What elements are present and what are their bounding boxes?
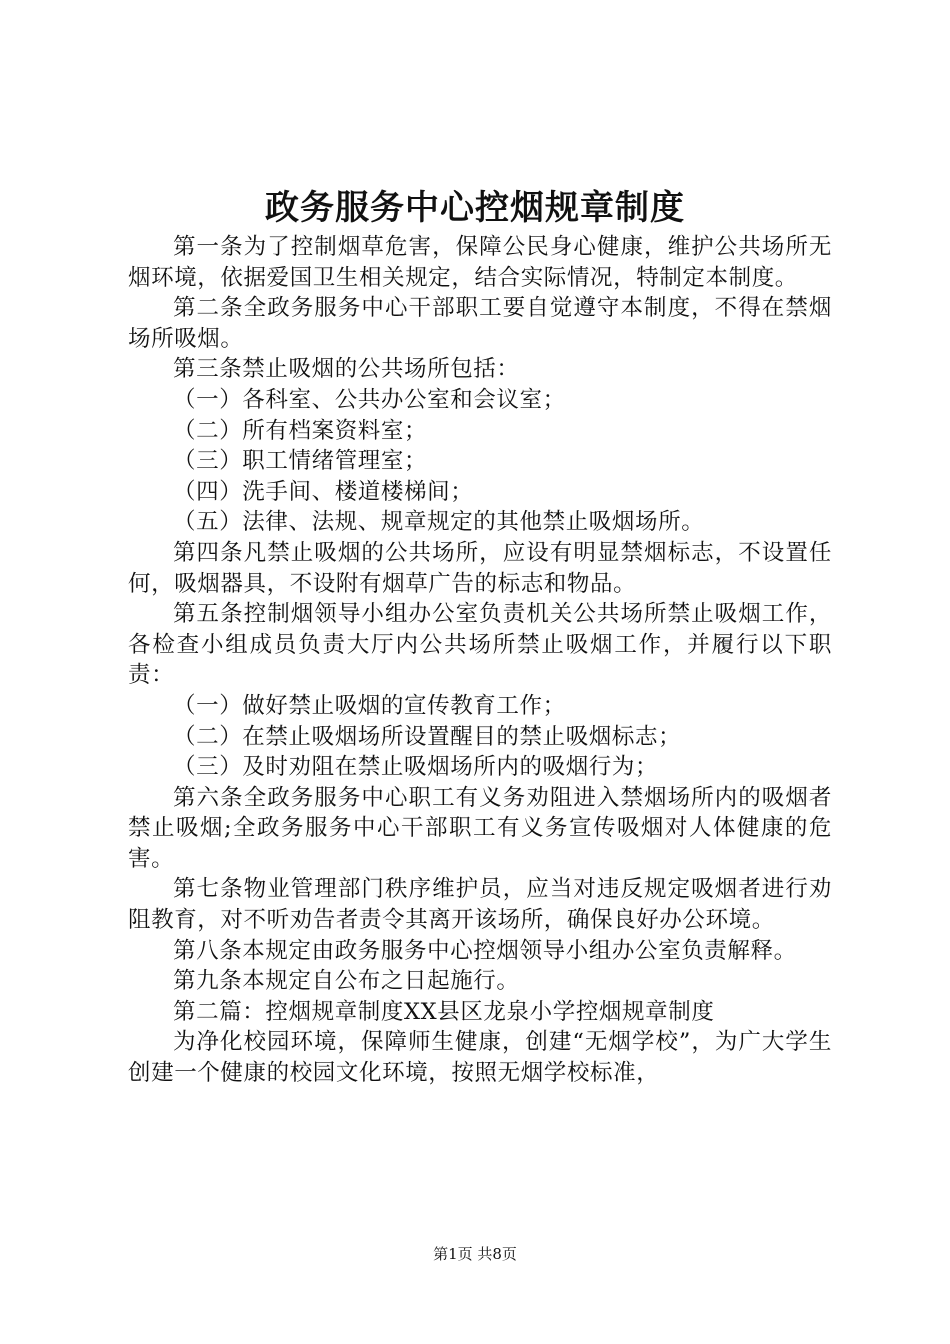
list-item: （一）各科室、公共办公室和会议室； [173, 386, 566, 413]
paragraph: 为净化校园环境，保障师生健康，创建“无烟学校”，为广大学生创建一个健康的校园文化环境，按照无烟学校标准， [128, 1029, 832, 1087]
paragraph: 第九条本规定自公布之日起施行。 [173, 968, 520, 995]
list-item: （三）及时劝阻在禁止吸烟场所内的吸烟行为； [173, 754, 659, 781]
document-body [128, 232, 832, 1089]
document-title: 政务服务中心控烟规章制度 [265, 188, 685, 228]
list-item: （二）在禁止吸烟场所设置醒目的禁止吸烟标志； [173, 723, 682, 750]
paragraph: 第四条凡禁止吸烟的公共场所，应设有明显禁烟标志，不设置任何，吸烟器具，不设附有烟草广告的标志和物品。 [128, 539, 832, 597]
page-footer: 第1页 共8页 [433, 1245, 517, 1263]
paragraph: 第五条控制烟领导小组办公室负责机关公共场所禁止吸烟工作，各检查小组成员负责大厅内公共场所禁止吸烟工作，并履行以下职责： [128, 601, 832, 689]
paragraph: 第三条禁止吸烟的公共场所包括： [173, 356, 520, 383]
paragraph: 第二条全政务服务中心干部职工要自觉遵守本制度，不得在禁烟场所吸烟。 [128, 295, 832, 352]
list-item: （二）所有档案资料室； [173, 417, 428, 444]
list-item: （三）职工情绪管理室； [173, 448, 428, 475]
paragraph: 第八条本规定由政务服务中心控烟领导小组办公室负责解释。 [173, 937, 797, 964]
list-item: （五）法律、法规、规章规定的其他禁止吸烟场所。 [173, 509, 705, 536]
list-item: （一）做好禁止吸烟的宣传教育工作； [173, 692, 566, 719]
paragraph: 第七条物业管理部门秩序维护员，应当对违反规定吸烟者进行劝阻教育，对不听劝告者责令其离开该场所，确保良好办公环境。 [128, 876, 832, 934]
section-heading: 第二篇：控烟规章制度XX县区龙泉小学控烟规章制度 [173, 998, 715, 1025]
paragraph: 第一条为了控制烟草危害，保障公民身心健康，维护公共场所无烟环境，依据爱国卫生相关规定，结合实际情况，特制定本制度。 [128, 234, 832, 291]
paragraph: 第六条全政务服务中心职工有义务劝阻进入禁烟场所内的吸烟者禁止吸烟;全政务服务中心干部职工有义务宣传吸烟对人体健康的危害。 [128, 784, 832, 872]
list-item: （四）洗手间、楼道楼梯间； [173, 478, 474, 505]
